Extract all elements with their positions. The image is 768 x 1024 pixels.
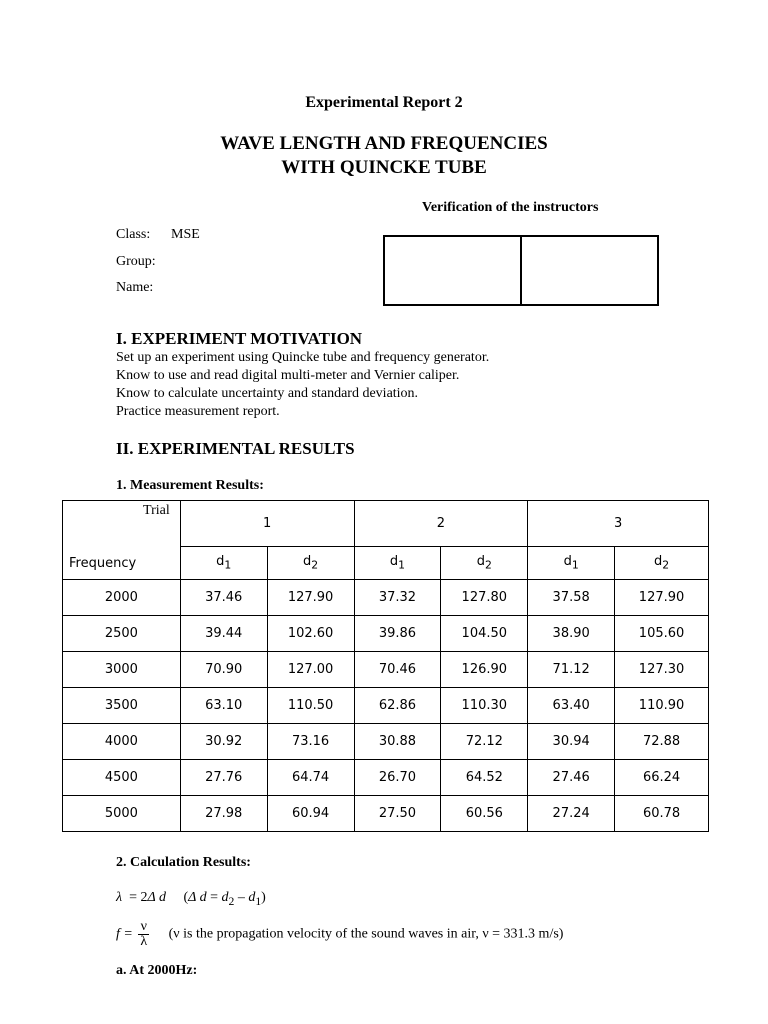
measurement-cell: 27.98 <box>180 796 267 832</box>
measurement-cell: 71.12 <box>528 652 615 688</box>
frequency-cell: 4000 <box>63 724 181 760</box>
d2-header: $d_2$ <box>267 547 354 580</box>
table-row <box>63 652 709 688</box>
motivation-heading: I. EXPERIMENT MOTIVATION <box>116 329 363 348</box>
table-row <box>63 724 709 760</box>
calculation-heading: 2. Calculation Results: <box>116 855 251 870</box>
frequency-label: Frequency <box>69 556 137 571</box>
measurement-cell: 27.24 <box>528 796 615 832</box>
measurement-cell: 38.90 <box>528 616 615 652</box>
main-title-line-1: WAVE LENGTH AND FREQUENCIES <box>220 133 548 154</box>
frequency-cell: 2000 <box>63 580 181 616</box>
measurement-cell: 127.80 <box>441 580 528 616</box>
formula-denominator: λ <box>140 934 148 949</box>
measurement-cell: 37.46 <box>180 580 267 616</box>
frequency-cell: 2500 <box>63 616 181 652</box>
report-title: Experimental Report 2 <box>305 94 463 111</box>
motivation-line: Know to calculate uncertainty and standard deviation. <box>116 386 419 401</box>
frequency-cell: 3500 <box>63 688 181 724</box>
measurement-cell: 62.86 <box>354 688 441 724</box>
measurement-cell: 37.32 <box>354 580 441 616</box>
measurement-cell: 72.12 <box>441 724 528 760</box>
measurement-cell: 30.88 <box>354 724 441 760</box>
name-label: Name: <box>116 280 154 295</box>
measurement-cell: 63.40 <box>528 688 615 724</box>
group-label: Group: <box>116 254 156 269</box>
trial-header: 3 <box>528 501 709 547</box>
formula-fraction <box>138 920 149 949</box>
motivation-line: Set up an experiment using Quincke tube and frequency generator. <box>116 350 490 365</box>
measurement-cell: 63.10 <box>180 688 267 724</box>
table-row <box>63 688 709 724</box>
motivation-list <box>116 349 489 421</box>
verification-label: Verification of the instructors <box>422 200 599 215</box>
measurement-cell: 73.16 <box>267 724 354 760</box>
table-row <box>63 616 709 652</box>
measurement-cell: 127.90 <box>615 580 709 616</box>
class-label: Class: <box>116 227 151 242</box>
motivation-line: Know to use and read digital multi-meter and Vernier caliper. <box>116 368 460 383</box>
d1-header: $d_1$ <box>528 547 615 580</box>
measurement-cell: 110.50 <box>267 688 354 724</box>
measurement-cell: 126.90 <box>441 652 528 688</box>
measurement-cell: 27.46 <box>528 760 615 796</box>
measurement-heading: 1. Measurement Results: <box>116 478 264 493</box>
table-row <box>63 580 709 616</box>
measurement-cell: 37.58 <box>528 580 615 616</box>
subsection-2000hz: a. At 2000Hz: <box>116 963 198 978</box>
measurement-cell: 27.50 <box>354 796 441 832</box>
d1-header: $d_1$ <box>180 547 267 580</box>
measurement-cell: 104.50 <box>441 616 528 652</box>
verification-cell-1 <box>385 237 522 304</box>
measurement-cell: 102.60 <box>267 616 354 652</box>
measurement-cell: 70.90 <box>180 652 267 688</box>
verification-cell-2 <box>522 237 657 304</box>
measurement-cell: 39.86 <box>354 616 441 652</box>
table-header-row <box>63 501 709 547</box>
frequency-cell: 4500 <box>63 760 181 796</box>
d2-header: $d_2$ <box>441 547 528 580</box>
measurement-cell: 30.92 <box>180 724 267 760</box>
measurement-cell: 110.90 <box>615 688 709 724</box>
measurement-cell: 60.94 <box>267 796 354 832</box>
table-row <box>63 796 709 832</box>
measurement-cell: 105.60 <box>615 616 709 652</box>
results-heading: II. EXPERIMENTAL RESULTS <box>116 439 355 458</box>
measurement-cell: 60.78 <box>615 796 709 832</box>
frequency-cell: 5000 <box>63 796 181 832</box>
measurement-cell: 64.74 <box>267 760 354 796</box>
measurement-table <box>62 500 709 832</box>
frequency-cell: 3000 <box>63 652 181 688</box>
measurement-cell: 110.30 <box>441 688 528 724</box>
measurement-cell: 66.24 <box>615 760 709 796</box>
trial-header: 1 <box>180 501 354 547</box>
motivation-line: Practice measurement report. <box>116 404 280 419</box>
class-value: MSE <box>171 227 200 242</box>
measurement-cell: 127.90 <box>267 580 354 616</box>
trial-label: Trial <box>143 503 170 518</box>
measurement-cell: 127.30 <box>615 652 709 688</box>
measurement-cell: 26.70 <box>354 760 441 796</box>
table-row <box>63 760 709 796</box>
formula-f-lhs: f = <box>116 926 133 942</box>
measurement-cell: 27.76 <box>180 760 267 796</box>
formula-note: (ν is the propagation velocity of the sound waves in air, ν = 331.3 m/s) <box>168 926 564 942</box>
verification-box <box>383 235 659 306</box>
measurement-cell: 39.44 <box>180 616 267 652</box>
formula-numerator: ν <box>138 920 149 935</box>
d2-header: $d_2$ <box>615 547 709 580</box>
wavelength-formula: λ = 2Δ d (Δ $d = d_2 - d_1$) <box>116 890 266 908</box>
frequency-formula <box>116 920 563 949</box>
trial-header: 2 <box>354 501 528 547</box>
measurement-cell: 127.00 <box>267 652 354 688</box>
table-corner-cell <box>63 501 181 580</box>
measurement-cell: 30.94 <box>528 724 615 760</box>
main-title-line-2: WITH QUINCKE TUBE <box>281 157 487 178</box>
measurement-cell: 70.46 <box>354 652 441 688</box>
measurement-cell: 64.52 <box>441 760 528 796</box>
d1-header: $d_1$ <box>354 547 441 580</box>
class-field <box>116 227 200 243</box>
measurement-cell: 60.56 <box>441 796 528 832</box>
measurement-cell: 72.88 <box>615 724 709 760</box>
main-title <box>0 132 768 180</box>
